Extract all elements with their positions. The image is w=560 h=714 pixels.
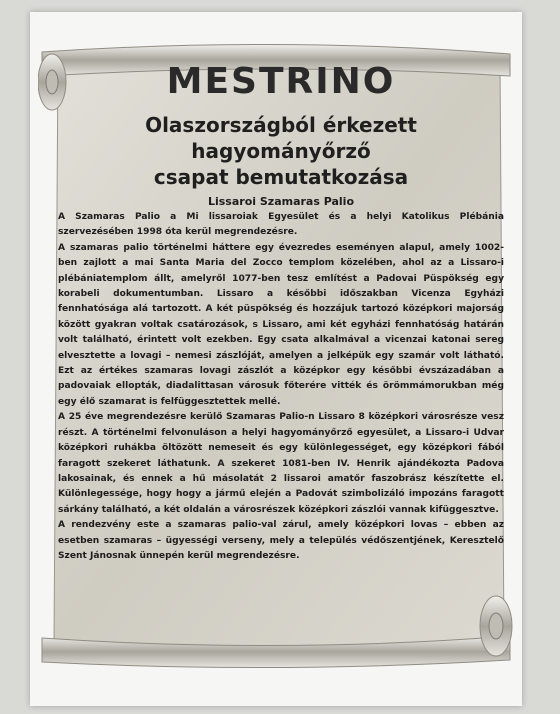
poster-body — [58, 210, 504, 564]
subtitle-line-1: Olaszországból érkezett hagyományőrző — [145, 113, 417, 163]
poster-content — [58, 58, 504, 564]
poster-byline: Lissaroi Szamaras Palio — [207, 195, 355, 208]
poster-title: MESTRINO — [166, 61, 396, 102]
subtitle-line-2: csapat bemutatkozása — [153, 165, 409, 189]
paragraph: A 25 éve megrendezésre kerülő Szamaras Palio-n Lissaro 8 középkori városrésze vesz részt. A történelmi felvonuláson a helyi hagyományőrző egyesület, a Lissaro-i Udvar középkori ruhákba öltözött nemeseit és egy különlegességet, egy középkori fából faragott szekeret láthatunk. A szekeret 1081-ben IV. Henrik ajándékozta Padova lakosainak, és ennek a hű másolatát 2 lissaroi amatőr faszobrász készítette el. Különlegessége, hogy hogy a jármű elején a Padovát szimbolizáló impozáns faragott sárkány található, a két oldalán a városrészek középkori zászlói vannak kifüggesztve. — [58, 412, 504, 515]
paragraph: A rendezvény este a szamaras palio-val zárul, amely középkori lovas – ebben az esetben szamaras – ügyességi verseny, mely a település védőszentjének, Keresztelő Szent Jánosnak ünnepén kerül megrendezésre. — [58, 520, 504, 561]
paragraph: A szamaras palio történelmi háttere egy évezredes eseményen alapul, amely 1002-ben zajlott a mai Santa Maria del Zocco templom közelében, ahol az a Lissaro-i plébániatemplom állt, amelyről 1077-ben tesz említést a Padovai Püspökség egy korabeli dokumentumban. Lissaro a későbbi időszakban Vicenza Egyházi fennhatósága alá tartozott. A két püspökség és hozzájuk tartozó középkori majorság között gyakran voltak csatározások, s Lissaro, ami két egyházi fennhatóság határán volt található, érintett volt ezekben. Egy csata alkalmával a vicenzai katonai sereg elvesztette a lovagi – nemesi zászlóját, amelyen a jelképük egy szamár volt látható. Ezt az értékes szamaras lovagi zászlót a középkor egy későbbi évszázadában a padovaiak ellopták, diadalittasan városuk főterére vitték és örömmámorukban még egy élő szamarat is felfüggesztettek mellé. — [58, 242, 504, 407]
paragraph: A Szamaras Palio a Mi lissaroiak Egyesület és a helyi Katolikus Plébánia szervezésében 1998 óta kerül megrendezésre. — [58, 212, 504, 238]
poster-subtitle — [58, 112, 504, 190]
parchment-scroll — [38, 42, 514, 670]
